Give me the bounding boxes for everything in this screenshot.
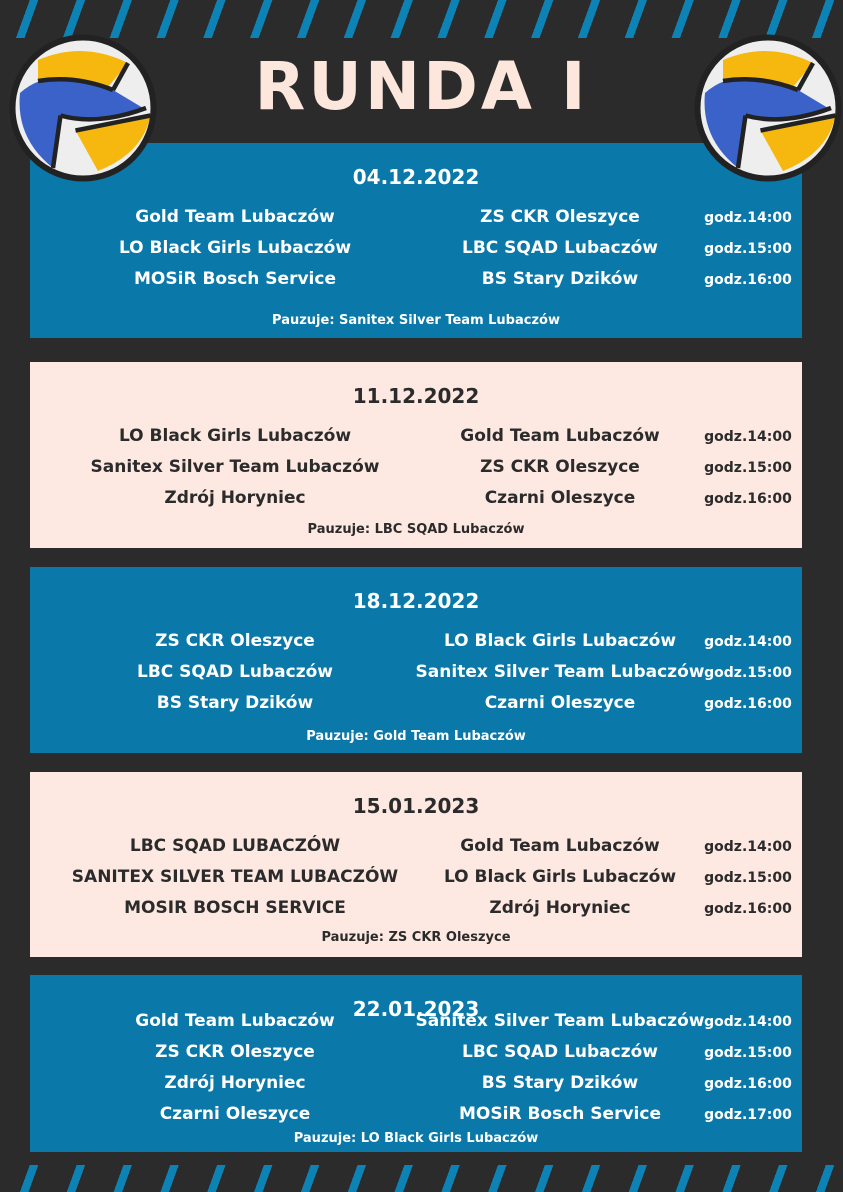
- round-date: 22.01.2023: [352, 997, 480, 1021]
- match-time: godz.14:00: [704, 634, 792, 650]
- away-team: Gold Team Lubaczów: [460, 836, 660, 856]
- match-time: godz.15:00: [704, 870, 792, 886]
- home-team: LO Black Girls Lubaczów: [118, 238, 352, 258]
- away-team: Czarni Oleszyce: [484, 488, 636, 508]
- round-section: [30, 772, 802, 957]
- match-row: [30, 867, 802, 897]
- away-team: Sanitex Silver Team Lubaczów: [415, 662, 705, 682]
- match-row: [30, 1042, 802, 1072]
- volleyball-icon: [8, 33, 158, 183]
- pause-note: Pauzuje: LBC SQAD Lubaczów: [307, 522, 525, 537]
- home-team: Sanitex Silver Team Lubaczów: [90, 457, 380, 477]
- match-row: [30, 836, 802, 866]
- match-time: godz.15:00: [704, 1045, 792, 1061]
- match-time: godz.14:00: [704, 210, 792, 226]
- pause-note: Pauzuje: Sanitex Silver Team Lubaczów: [272, 313, 560, 328]
- home-team: MOSIR BOSCH SERVICE: [124, 898, 346, 918]
- round-date: 04.12.2022: [352, 165, 480, 189]
- round-section: [30, 567, 802, 753]
- home-team: Gold Team Lubaczów: [135, 1011, 335, 1031]
- match-time: godz.14:00: [704, 839, 792, 855]
- match-time: godz.17:00: [704, 1107, 792, 1123]
- match-row: [30, 488, 802, 518]
- match-time: godz.16:00: [704, 1076, 792, 1092]
- round-date: 15.01.2023: [352, 794, 480, 818]
- match-time: godz.15:00: [704, 241, 792, 257]
- round-section: [30, 975, 802, 1152]
- home-team: Zdrój Horyniec: [164, 488, 306, 508]
- home-team: Zdrój Horyniec: [164, 1073, 306, 1093]
- away-team: LO Black Girls Lubaczów: [443, 867, 677, 887]
- away-team: ZS CKR Oleszyce: [480, 457, 640, 477]
- home-team: ZS CKR Oleszyce: [155, 1042, 315, 1062]
- away-team: Sanitex Silver Team Lubaczów: [415, 1011, 705, 1031]
- away-team: LBC SQAD Lubaczów: [462, 238, 658, 258]
- match-time: godz.15:00: [704, 460, 792, 476]
- match-time: godz.14:00: [704, 1014, 792, 1030]
- round-date: 11.12.2022: [352, 384, 480, 408]
- home-team: BS Stary Dzików: [156, 693, 314, 713]
- away-team: MOSiR Bosch Service: [459, 1104, 661, 1124]
- home-team: LO Black Girls Lubaczów: [118, 426, 352, 446]
- away-team: BS Stary Dzików: [481, 269, 639, 289]
- match-row: [30, 662, 802, 692]
- match-row: [30, 269, 802, 299]
- away-team: Zdrój Horyniec: [489, 898, 631, 918]
- away-team: LO Black Girls Lubaczów: [443, 631, 677, 651]
- away-team: BS Stary Dzików: [481, 1073, 639, 1093]
- match-row: [30, 1104, 802, 1134]
- match-time: godz.16:00: [704, 491, 792, 507]
- home-team: LBC SQAD Lubaczów: [137, 662, 333, 682]
- away-team: LBC SQAD Lubaczów: [462, 1042, 658, 1062]
- bottom-stripes: [0, 1165, 843, 1192]
- match-row: [30, 898, 802, 928]
- away-team: Gold Team Lubaczów: [460, 426, 660, 446]
- away-team: Czarni Oleszyce: [484, 693, 636, 713]
- match-time: godz.16:00: [704, 696, 792, 712]
- pause-note: Pauzuje: ZS CKR Oleszyce: [321, 930, 511, 945]
- round-date: 18.12.2022: [352, 589, 480, 613]
- home-team: Czarni Oleszyce: [159, 1104, 311, 1124]
- match-row: [30, 457, 802, 487]
- home-team: MOSiR Bosch Service: [134, 269, 336, 289]
- volleyball-icon: [693, 33, 843, 183]
- home-team: LBC SQAD LUBACZÓW: [129, 836, 341, 856]
- match-time: godz.16:00: [704, 901, 792, 917]
- match-row: [30, 693, 802, 723]
- match-time: godz.14:00: [704, 429, 792, 445]
- away-team: ZS CKR Oleszyce: [480, 207, 640, 227]
- round-section: [30, 362, 802, 548]
- match-row: [30, 426, 802, 456]
- home-team: Gold Team Lubaczów: [135, 207, 335, 227]
- page-title: RUNDA I: [254, 48, 589, 125]
- home-team: ZS CKR Oleszyce: [155, 631, 315, 651]
- match-row: [30, 1073, 802, 1103]
- match-time: godz.15:00: [704, 665, 792, 681]
- pause-note: Pauzuje: Gold Team Lubaczów: [306, 729, 526, 744]
- match-time: godz.16:00: [704, 272, 792, 288]
- home-team: SANITEX SILVER TEAM LUBACZÓW: [71, 867, 399, 887]
- match-row: [30, 1011, 802, 1041]
- match-row: [30, 238, 802, 268]
- match-row: [30, 631, 802, 661]
- pause-note: Pauzuje: LO Black Girls Lubaczów: [293, 1131, 539, 1146]
- match-row: [30, 207, 802, 237]
